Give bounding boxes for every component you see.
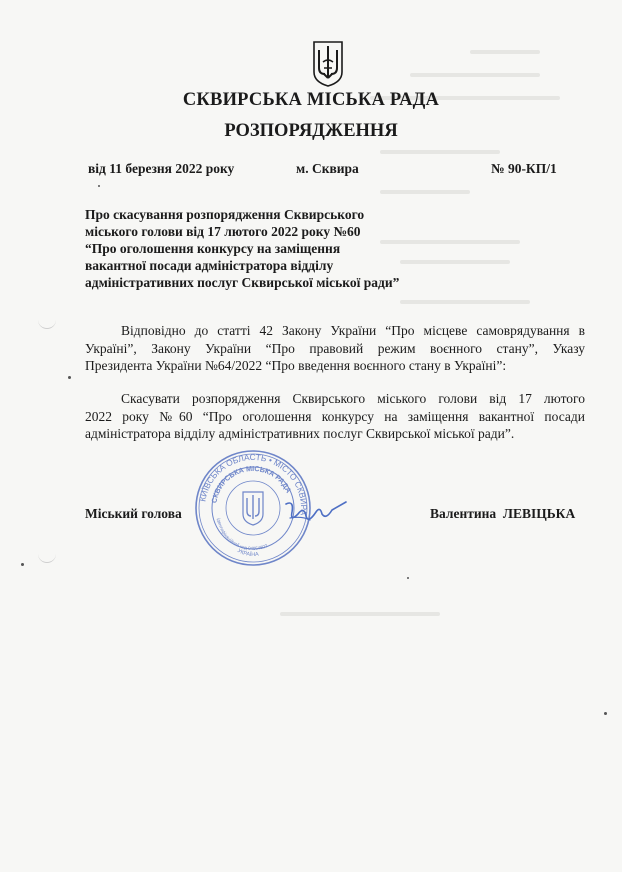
document-place: м. Сквира [296,161,359,176]
bleed-through-line [380,150,500,154]
punch-mark [38,548,56,563]
preamble-line: Відповідно до статті 42 Закону України “Про місцеве самоврядування в [121,323,585,338]
seal-bottom-text: УКРАЇНА [236,548,260,559]
preamble-line: Президента України №64/2022 “Про введення воєнного стану в Україні”: [85,358,507,373]
bleed-through-line [400,300,530,304]
preamble-paragraph [85,322,585,375]
speck [604,712,607,715]
subject-line: міського голови від 17 лютого 2022 року №60 [85,224,361,239]
order-paragraph [85,390,585,443]
subject-line: “Про оголошення конкурсу на заміщення [85,241,341,256]
bleed-through-line [470,50,540,54]
order-line: адміністратора відділу адміністративних послуг Сквирської міської ради”. [85,426,515,441]
speck [407,577,409,579]
document-subject [85,206,445,291]
speck [21,563,24,566]
council-name: СКВИРСЬКА МІСЬКА РАДА [182,90,440,110]
signatory-role: Міський голова [85,506,182,521]
seal-outer-text: КИЇВСЬКА ОБЛАСТЬ • МІСТО СКВИРА [197,451,310,516]
handwritten-signature [280,490,350,530]
document-number: № 90-КП/1 [491,161,557,176]
bleed-through-line [380,190,470,194]
seal-tryzub-icon [243,492,263,525]
seal-code-text: ідентифікаційний код 04054602 [216,517,269,552]
signatory-name: Валентина ЛЕВІЦЬКА [430,506,576,521]
svg-text:ідентифікаційний код 04054602 [216,518,268,551]
seal-inner-text: СКВИРСЬКА МІСЬКА РАДА [209,463,294,504]
punch-mark [38,314,56,329]
order-line: Скасувати розпорядження Сквирського міського голови від 17 лютого [121,391,585,406]
subject-line: вакантної посади адміністратора відділу [85,258,334,273]
bleed-through-line [280,612,440,616]
document-date: від 11 березня 2022 року [88,161,235,176]
subject-line: Про скасування розпорядження Сквирського [85,207,365,222]
order-line: 2022 року №60 “Про оголошення конкурсу на заміщення вакантної посади [85,408,585,424]
bleed-through-line [410,73,540,77]
document-type: РОЗПОРЯДЖЕННЯ [224,121,398,141]
tryzub-icon [312,40,344,88]
speck [68,376,71,379]
speck [98,185,100,187]
preamble-line: Україні”, Закону України “Про правовий режим воєнного стану”, Указу [85,340,585,356]
subject-line: адміністративних послуг Сквирської міської ради” [85,275,400,290]
